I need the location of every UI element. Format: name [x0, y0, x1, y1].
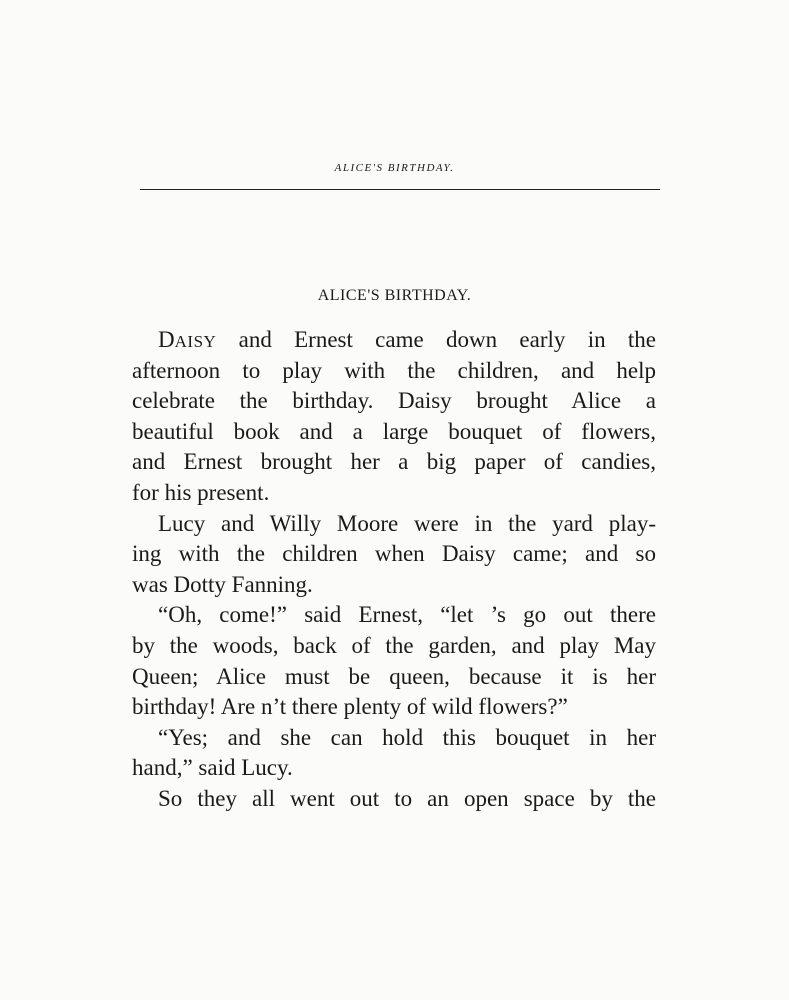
text-line: by the woods, back of the garden, and play May — [132, 632, 656, 658]
text-line: ing with the children when Daisy came; and so — [132, 541, 656, 567]
text-line: afternoon to play with the children, and help — [132, 357, 656, 383]
body-text — [132, 325, 656, 815]
small-caps-text: AISY — [174, 332, 217, 351]
running-head: ALICE'S BIRTHDAY. — [334, 162, 455, 174]
text-line: was Dotty Fanning. — [132, 571, 313, 597]
header-rule — [140, 189, 660, 190]
drop-letter: D — [158, 327, 175, 352]
text-line: Queen; Alice must be queen, because it is her — [132, 663, 656, 689]
text-line: beautiful book and a large bouquet of flowers, — [132, 418, 656, 444]
chapter-title: ALICE'S BIRTHDAY. — [317, 287, 472, 304]
text-line: Lucy and Willy Moore were in the yard play- — [158, 510, 656, 536]
text-line: for his present. — [132, 479, 270, 505]
text-line: and Ernest brought her a big paper of candies, — [132, 449, 656, 475]
text-line: celebrate the birthday. Daisy brought Alice a — [132, 388, 656, 414]
text-line: “Oh, come!” said Ernest, “let ’s go out there — [158, 602, 656, 628]
text-line: hand,” said Lucy. — [132, 755, 293, 781]
text-line — [132, 325, 656, 356]
text-line: birthday! Are n’t there plenty of wild flowers?” — [132, 694, 568, 720]
text-line: So they all went out to an open space by the — [158, 785, 656, 811]
line-text: and Ernest came down early in the — [216, 327, 656, 352]
text-line: “Yes; and she can hold this bouquet in her — [158, 724, 656, 750]
